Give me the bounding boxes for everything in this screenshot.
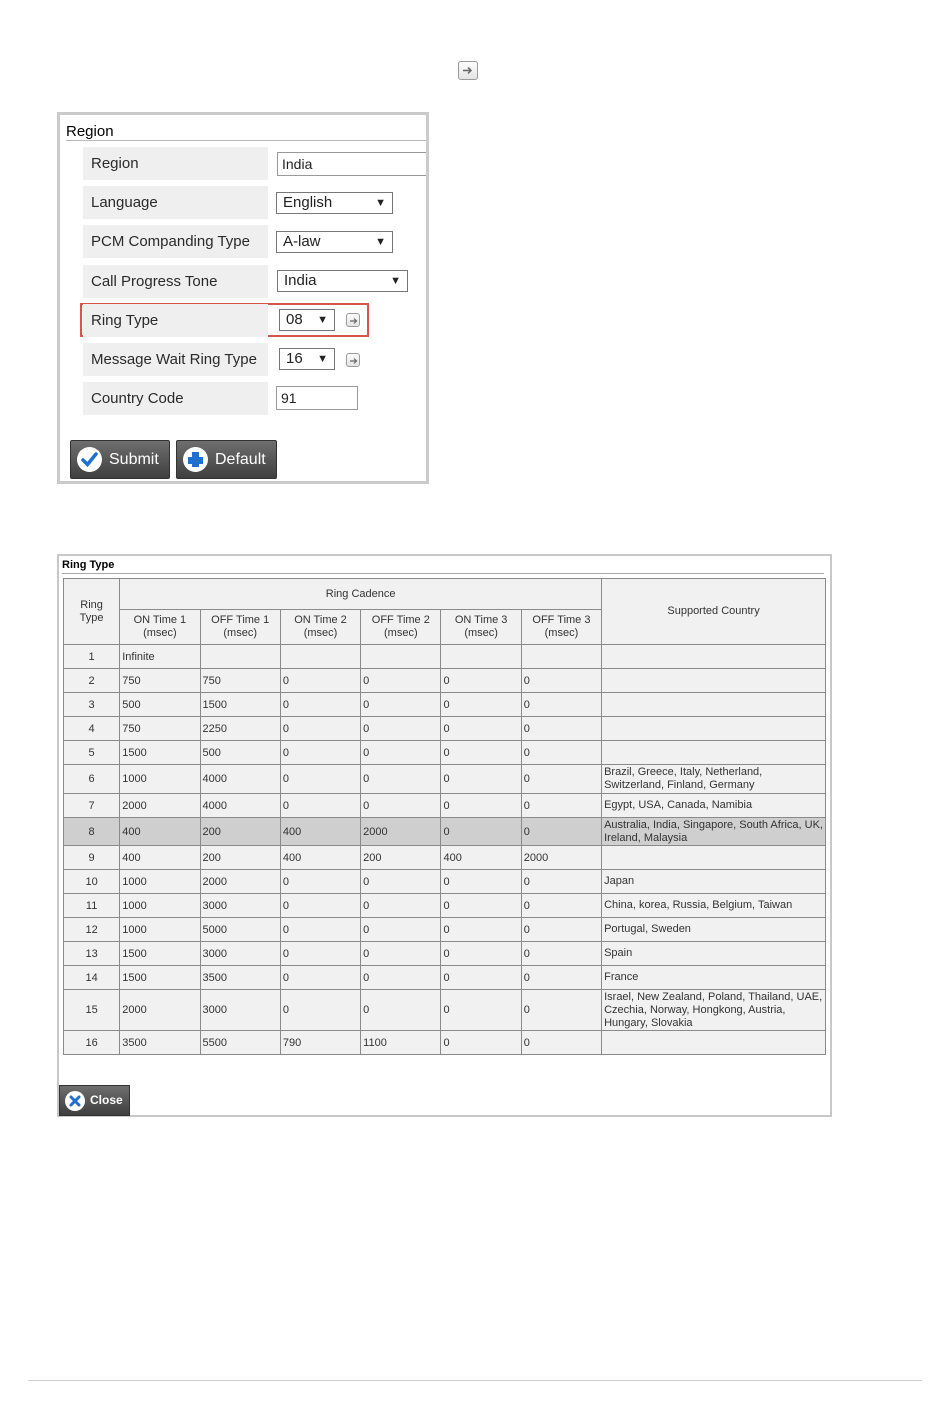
cadence-cell: 400 — [280, 818, 360, 846]
ring-type-number: 6 — [64, 765, 120, 794]
supported-country-cell: Brazil, Greece, Italy, Netherland, Switzerland, Finland, Germany — [602, 765, 826, 794]
cadence-cell: 1000 — [120, 765, 200, 794]
panel-title: Region — [66, 123, 114, 140]
cadence-cell: 2000 — [120, 990, 200, 1031]
cadence-cell: 200 — [200, 818, 280, 846]
cadence-cell: 4000 — [200, 794, 280, 818]
header-off-time-1: OFF Time 1 (msec) — [200, 610, 280, 645]
cadence-cell: 0 — [280, 693, 360, 717]
ring-type-number: 12 — [64, 918, 120, 942]
cadence-cell: 200 — [200, 846, 280, 870]
ring-type-number: 8 — [64, 818, 120, 846]
cadence-cell: 0 — [441, 966, 521, 990]
chevron-down-icon: ▼ — [390, 275, 401, 287]
supported-country-cell — [602, 1031, 826, 1055]
cadence-cell: 0 — [361, 741, 441, 765]
table-row[interactable] — [64, 741, 826, 765]
header-on-time-1: ON Time 1 (msec) — [120, 610, 200, 645]
divider — [66, 140, 426, 141]
cadence-cell: 0 — [280, 918, 360, 942]
cadence-cell: 0 — [361, 990, 441, 1031]
close-label: Close — [90, 1093, 123, 1107]
header-on-time-3: ON Time 3 (msec) — [441, 610, 521, 645]
table-row[interactable] — [64, 918, 826, 942]
cadence-cell: 3500 — [120, 1031, 200, 1055]
supported-country-cell: Portugal, Sweden — [602, 918, 826, 942]
cadence-cell: 0 — [521, 717, 601, 741]
supported-country-cell: China, korea, Russia, Belgium, Taiwan — [602, 894, 826, 918]
country-code-label: Country Code — [83, 382, 268, 415]
cadence-cell: 3500 — [200, 966, 280, 990]
cadence-cell: 0 — [441, 818, 521, 846]
cadence-cell — [361, 645, 441, 669]
cadence-cell: 0 — [441, 669, 521, 693]
cadence-cell: 0 — [441, 990, 521, 1031]
ring-type-number: 16 — [64, 1031, 120, 1055]
ring-type-number: 2 — [64, 669, 120, 693]
table-row[interactable] — [64, 942, 826, 966]
ring-type-number: 14 — [64, 966, 120, 990]
ring-type-number: 3 — [64, 693, 120, 717]
cadence-cell — [200, 645, 280, 669]
cadence-cell: 750 — [120, 717, 200, 741]
pcm-companding-select[interactable] — [276, 231, 393, 253]
cadence-cell: 0 — [361, 942, 441, 966]
cadence-cell: 1000 — [120, 870, 200, 894]
cadence-cell: 0 — [521, 942, 601, 966]
ring-type-number: 10 — [64, 870, 120, 894]
cadence-cell: 400 — [441, 846, 521, 870]
cadence-cell: 0 — [521, 693, 601, 717]
cadence-cell: 3000 — [200, 942, 280, 966]
cadence-cell: 0 — [280, 717, 360, 741]
call-progress-tone-value: India — [284, 272, 317, 289]
cadence-cell: 1000 — [120, 918, 200, 942]
cadence-cell: 200 — [361, 846, 441, 870]
pcm-companding-label: PCM Companding Type — [83, 225, 268, 258]
table-row[interactable] — [64, 693, 826, 717]
language-label: Language — [83, 186, 268, 219]
supported-country-cell: Israel, New Zealand, Poland, Thailand, UAE, Czechia, Norway, Hongkong, Austria, Hungary, Slovakia — [602, 990, 826, 1031]
message-wait-ring-type-select[interactable] — [279, 348, 335, 370]
table-row[interactable] — [64, 966, 826, 990]
supported-country-cell: Spain — [602, 942, 826, 966]
supported-country-cell — [602, 645, 826, 669]
supported-country-cell: Australia, India, Singapore, South Africa, UK, Ireland, Malaysia — [602, 818, 826, 846]
chevron-down-icon: ▼ — [375, 197, 386, 209]
cadence-cell: 0 — [521, 870, 601, 894]
cadence-cell: 0 — [280, 741, 360, 765]
arrow-right-icon — [458, 61, 478, 80]
supported-country-cell — [602, 741, 826, 765]
table-row[interactable] — [64, 1031, 826, 1055]
header-off-time-2: OFF Time 2 (msec) — [361, 610, 441, 645]
ring-type-number: 9 — [64, 846, 120, 870]
cadence-cell: 0 — [361, 918, 441, 942]
cadence-cell: 0 — [361, 693, 441, 717]
cadence-cell: 0 — [521, 794, 601, 818]
ring-type-number: 13 — [64, 942, 120, 966]
cadence-cell: 750 — [200, 669, 280, 693]
cadence-cell: 0 — [280, 765, 360, 794]
cadence-cell: 2000 — [521, 846, 601, 870]
supported-country-cell — [602, 717, 826, 741]
supported-country-cell — [602, 846, 826, 870]
call-progress-tone-label: Call Progress Tone — [83, 265, 268, 298]
cadence-cell: 0 — [441, 794, 521, 818]
region-field[interactable]: India — [277, 152, 429, 176]
table-row[interactable] — [64, 794, 826, 818]
chevron-down-icon: ▼ — [317, 314, 328, 326]
supported-country-cell — [602, 693, 826, 717]
cadence-cell: 1100 — [361, 1031, 441, 1055]
table-row[interactable] — [64, 990, 826, 1031]
cadence-cell: 0 — [441, 942, 521, 966]
language-value: English — [283, 194, 333, 211]
cadence-cell: 0 — [521, 765, 601, 794]
ring-type-label: Ring Type — [83, 304, 268, 337]
country-code-field[interactable]: 91 — [276, 386, 358, 410]
table-row[interactable] — [64, 645, 826, 669]
cadence-cell: 500 — [120, 693, 200, 717]
default-label: Default — [215, 451, 266, 468]
close-button[interactable] — [59, 1085, 130, 1116]
supported-country-cell: France — [602, 966, 826, 990]
cadence-cell: 0 — [361, 870, 441, 894]
table-row[interactable] — [64, 846, 826, 870]
cadence-cell: 1500 — [200, 693, 280, 717]
cadence-cell: 0 — [361, 765, 441, 794]
cadence-cell: 0 — [441, 765, 521, 794]
cadence-cell: 0 — [441, 741, 521, 765]
cadence-cell: 2250 — [200, 717, 280, 741]
pcm-companding-value: A-law — [283, 233, 321, 250]
cadence-cell — [280, 645, 360, 669]
ring-type-number: 11 — [64, 894, 120, 918]
cadence-cell: 0 — [361, 717, 441, 741]
cadence-cell: 3000 — [200, 990, 280, 1031]
dialog-title: Ring Type — [62, 559, 115, 571]
cadence-cell — [521, 645, 601, 669]
cadence-cell: 400 — [120, 846, 200, 870]
puzzle-icon — [183, 447, 208, 472]
cadence-cell: 0 — [441, 1031, 521, 1055]
chevron-down-icon: ▼ — [317, 353, 328, 365]
ring-type-number: 1 — [64, 645, 120, 669]
ring-type-number: 5 — [64, 741, 120, 765]
cadence-cell: 0 — [441, 693, 521, 717]
cadence-cell: 2000 — [200, 870, 280, 894]
region-settings-panel — [57, 112, 429, 484]
close-icon — [65, 1091, 85, 1111]
cadence-cell: 3000 — [200, 894, 280, 918]
cadence-cell: 0 — [521, 990, 601, 1031]
cadence-cell: 400 — [120, 818, 200, 846]
cadence-cell: 400 — [280, 846, 360, 870]
cadence-cell: 5000 — [200, 918, 280, 942]
cadence-cell: 0 — [361, 894, 441, 918]
cadence-cell: 0 — [441, 894, 521, 918]
header-ring-type: Ring Type — [64, 579, 120, 645]
cadence-cell: 4000 — [200, 765, 280, 794]
header-ring-cadence: Ring Cadence — [120, 579, 602, 610]
message-wait-ring-type-value: 16 — [286, 350, 303, 367]
cadence-cell: 0 — [521, 918, 601, 942]
cadence-cell: 0 — [521, 741, 601, 765]
footer-divider — [28, 1380, 922, 1381]
ring-type-select[interactable] — [279, 309, 335, 331]
cadence-cell: 0 — [280, 894, 360, 918]
cadence-cell: 0 — [280, 990, 360, 1031]
cadence-cell: 790 — [280, 1031, 360, 1055]
cadence-cell: 1500 — [120, 942, 200, 966]
cadence-cell: 0 — [280, 966, 360, 990]
cadence-cell: 0 — [361, 966, 441, 990]
cadence-cell: 0 — [441, 717, 521, 741]
ring-type-number: 4 — [64, 717, 120, 741]
cadence-cell: 0 — [361, 794, 441, 818]
region-label: Region — [83, 147, 268, 180]
ring-type-number: 15 — [64, 990, 120, 1031]
cadence-cell: 1000 — [120, 894, 200, 918]
supported-country-cell: Egypt, USA, Canada, Namibia — [602, 794, 826, 818]
submit-button[interactable] — [70, 440, 170, 479]
arrow-right-icon[interactable] — [346, 353, 360, 367]
checkmark-icon — [77, 447, 102, 472]
cadence-cell: 5500 — [200, 1031, 280, 1055]
cadence-cell: 0 — [361, 669, 441, 693]
cadence-cell: 0 — [521, 894, 601, 918]
supported-country-cell: Japan — [602, 870, 826, 894]
language-select[interactable] — [276, 192, 393, 214]
ring-cadence-table — [63, 578, 826, 1055]
cadence-cell: 0 — [521, 669, 601, 693]
cadence-cell: 0 — [521, 1031, 601, 1055]
submit-label: Submit — [109, 451, 159, 468]
cadence-cell: 1500 — [120, 966, 200, 990]
table-row[interactable] — [64, 669, 826, 693]
cadence-cell: 0 — [280, 669, 360, 693]
cadence-cell: 500 — [200, 741, 280, 765]
cadence-cell: 0 — [280, 794, 360, 818]
cadence-cell: 0 — [441, 870, 521, 894]
table-row[interactable] — [64, 717, 826, 741]
cadence-cell: 0 — [441, 918, 521, 942]
table-row[interactable] — [64, 870, 826, 894]
cadence-cell — [441, 645, 521, 669]
table-row[interactable] — [64, 894, 826, 918]
divider — [62, 573, 824, 574]
ring-type-number: 7 — [64, 794, 120, 818]
ring-type-dialog — [57, 554, 832, 1117]
cadence-cell: 2000 — [361, 818, 441, 846]
supported-country-cell — [602, 669, 826, 693]
cadence-cell: 0 — [280, 942, 360, 966]
table-row[interactable] — [64, 765, 826, 794]
table-row[interactable] — [64, 818, 826, 846]
header-off-time-3: OFF Time 3 (msec) — [521, 610, 601, 645]
default-button[interactable] — [176, 440, 277, 479]
header-on-time-2: ON Time 2 (msec) — [280, 610, 360, 645]
ring-type-value: 08 — [286, 311, 303, 328]
arrow-right-icon[interactable] — [346, 313, 360, 327]
cadence-cell: 1500 — [120, 741, 200, 765]
chevron-down-icon: ▼ — [375, 236, 386, 248]
cadence-cell: Infinite — [120, 645, 200, 669]
cadence-cell: 0 — [521, 818, 601, 846]
header-supported-country: Supported Country — [602, 579, 826, 645]
cadence-cell: 2000 — [120, 794, 200, 818]
cadence-cell: 0 — [521, 966, 601, 990]
cadence-cell: 0 — [280, 870, 360, 894]
cadence-cell: 750 — [120, 669, 200, 693]
call-progress-tone-select[interactable] — [277, 270, 408, 292]
message-wait-ring-type-label: Message Wait Ring Type — [83, 343, 268, 376]
